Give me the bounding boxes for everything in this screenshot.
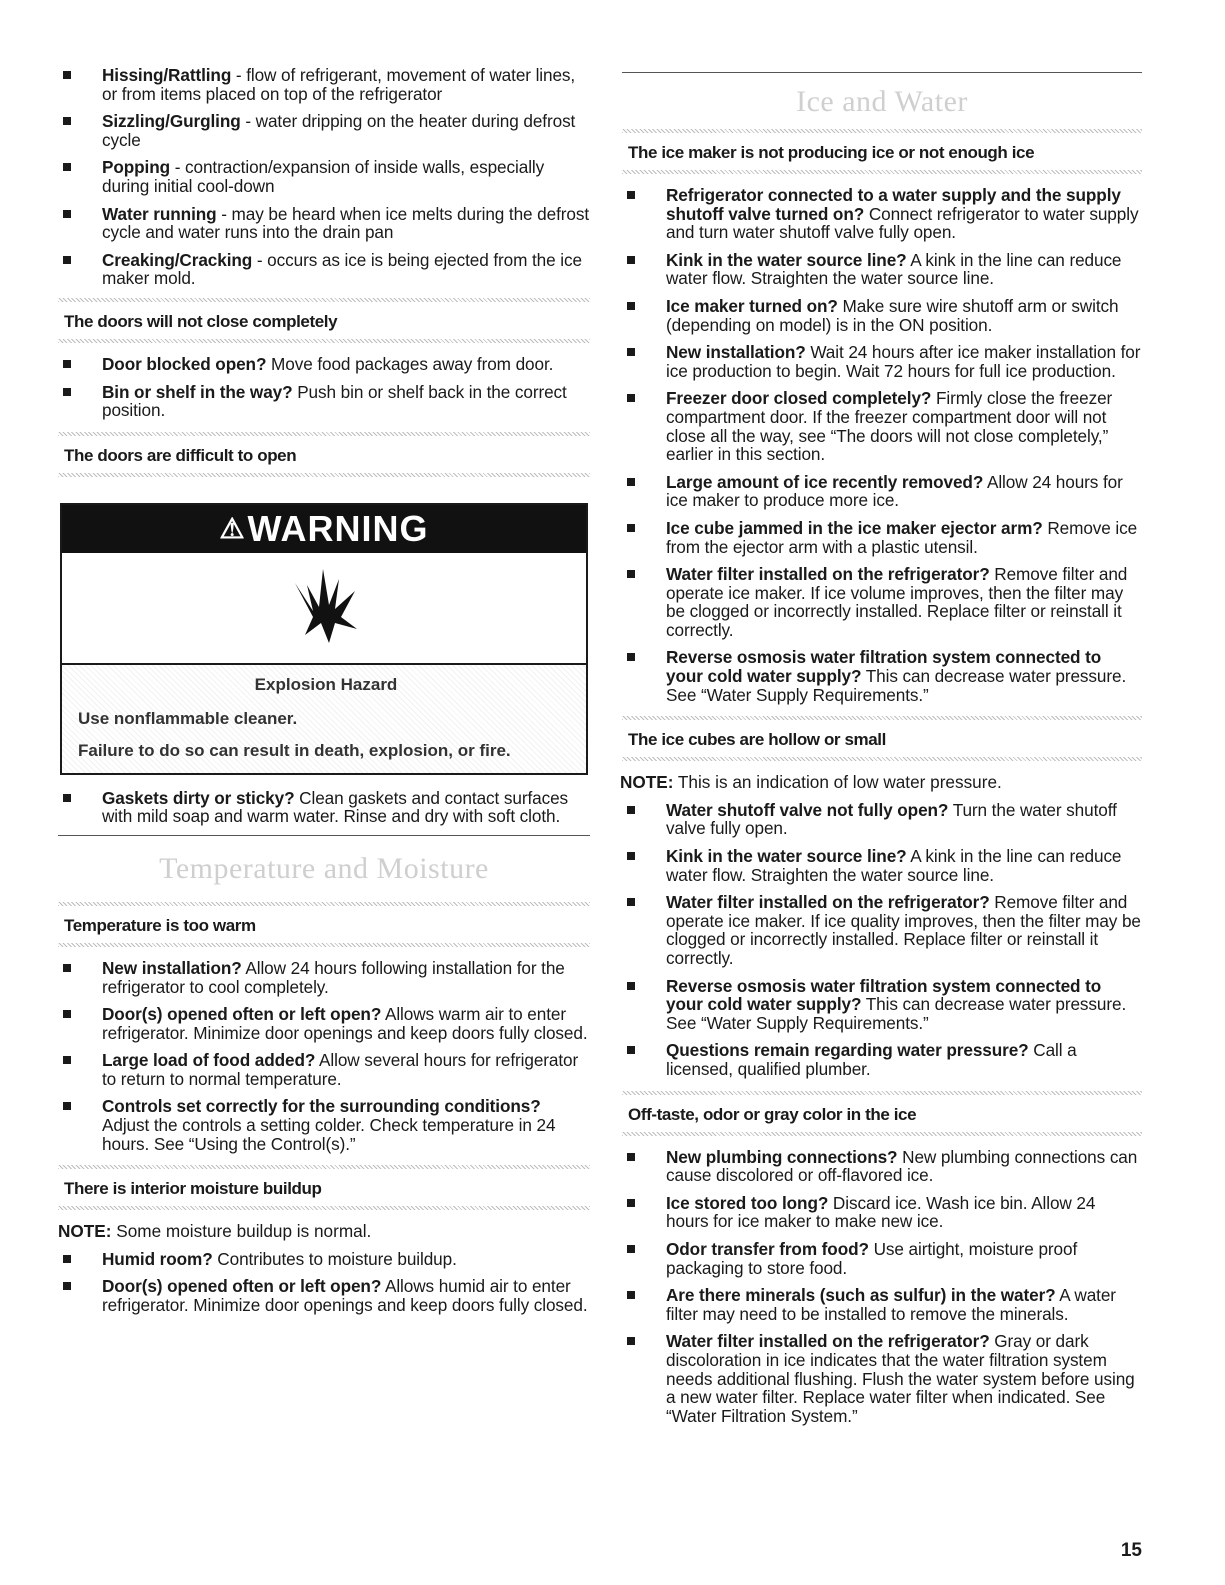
list-item (622, 847, 1142, 884)
warning-line-2: Failure to do so can result in death, explosion, or fire. (78, 740, 511, 760)
heading-temp-too-warm: Temperature is too warm (58, 902, 590, 947)
list-item-lead: Large amount of ice recently removed? (666, 471, 984, 492)
list-item (58, 112, 590, 149)
list-item-text: Gray or dark discoloration in ice indicates that the water filtration system needs additional flushing. Flush the water system before using a new water filter. Replace water filter when indicated. See “Water Filtration System.” (666, 1331, 1135, 1426)
heading-off-taste: Off-taste, odor or gray color in the ice (622, 1091, 1142, 1136)
page-number: 15 (1120, 1540, 1142, 1561)
heading-doors-difficult: The doors are difficult to open (58, 432, 590, 477)
list-item-text: Connect refrigerator to water supply and turn water shutoff valve fully open. (666, 203, 1139, 243)
bullet-square-icon (627, 191, 635, 199)
list-item-text: New plumbing connections can cause discolored or off-flavored ice. (666, 1146, 1138, 1186)
list-item-text: - contraction/expansion of inside walls, especially during initial cool-down (102, 157, 545, 196)
list-item (622, 1194, 1142, 1231)
list-item-text: Adjust the controls a setting colder. Check temperature in 24 hours. See “Using the Control(s).” (102, 1115, 556, 1154)
heading-hollow: The ice cubes are hollow or small (622, 716, 1142, 761)
list-item-lead: Ice maker turned on? (666, 295, 838, 316)
bullet-square-icon (63, 1102, 71, 1110)
list-item-lead: Refrigerator connected to a water supply and the supply shutoff valve turned on? (666, 185, 1121, 224)
bullet-square-icon (627, 898, 635, 906)
bullet-square-icon (63, 1010, 71, 1018)
warning-box (60, 503, 588, 775)
list-item-lead: Large load of food added? (102, 1050, 316, 1071)
list-item-text: Allows warm air to enter refrigerator. Minimize door openings and keep doors fully closed. (102, 1004, 588, 1043)
list-item-text: Allow several hours for refrigerator to return to normal temperature. (102, 1050, 579, 1089)
not-producing-list (622, 186, 1142, 704)
list-item-text: Call a licensed, qualified plumber. (666, 1040, 1077, 1079)
list-item-lead: Reverse osmosis water filtration system connected to your cold water supply? (666, 647, 1102, 687)
noise-list (58, 66, 590, 288)
list-item (58, 205, 590, 242)
list-item (622, 473, 1142, 510)
warning-hazard: Explosion Hazard (254, 674, 398, 694)
list-item-text: A water filter may need to be installed to remove the minerals. (666, 1285, 1116, 1324)
list-item-text: Allow 24 hours following installation for the refrigerator to cool completely. (102, 957, 565, 997)
bullet-square-icon (627, 1046, 635, 1054)
list-item-text: Firmly close the freezer compartment door. If the freezer compartment door will not close all the way, see “The doors will not close completely,” earlier in this section. (666, 388, 1113, 465)
bullet-square-icon (627, 348, 635, 356)
hollow-note-label: NOTE: (620, 772, 674, 793)
list-item (622, 1148, 1142, 1185)
list-item (622, 1240, 1142, 1277)
temp-too-warm-list (58, 959, 590, 1153)
list-item-text: Make sure wire shutoff arm or switch (depending on model) is in the ON position. (666, 295, 1119, 335)
list-item-text: A kink in the line can reduce water flow. Straighten the water source line. (666, 846, 1122, 885)
list-item (622, 389, 1142, 463)
list-item-lead: Controls set correctly for the surrounding conditions? (102, 1096, 541, 1117)
list-item-lead: New installation? (666, 342, 806, 363)
list-item-text: - may be heard when ice melts during the defrost cycle and water runs into the drain pan (102, 203, 590, 243)
section-title-temperature: Temperature and Moisture (58, 835, 590, 896)
list-item-lead: Humid room? (102, 1248, 213, 1269)
list-item-text: Allow 24 hours for ice maker to produce more ice. (666, 471, 1123, 511)
hollow-list (622, 801, 1142, 1079)
list-item (58, 1005, 590, 1042)
heading-moisture: There is interior moisture buildup (58, 1165, 590, 1210)
list-item-text: Remove filter and operate ice maker. If ice volume improves, then the filter may be clogged or incorrectly installed. Replace filter or reinstall it correctly. (666, 564, 1128, 640)
list-item-text: A kink in the line can reduce water flow. Straighten the water source line. (666, 249, 1122, 289)
bullet-square-icon (627, 302, 635, 310)
bullet-square-icon (627, 653, 635, 661)
list-item-text: Remove ice from the ejector arm with a plastic utensil. (666, 517, 1138, 557)
list-item-lead: Odor transfer from food? (666, 1238, 869, 1259)
list-item (622, 565, 1142, 639)
bullet-square-icon (627, 524, 635, 532)
left-column (58, 66, 590, 1324)
list-item-lead: Questions remain regarding water pressure? (666, 1040, 1029, 1061)
list-item (58, 158, 590, 195)
list-item-lead: Door(s) opened often or left open? (102, 1276, 382, 1297)
bullet-square-icon (627, 1245, 635, 1253)
heading-doors-not-close: The doors will not close completely (58, 298, 590, 343)
list-item-lead: Water filter installed on the refrigerator? (666, 1331, 990, 1352)
bullet-square-icon (63, 794, 71, 802)
list-item (622, 297, 1142, 334)
list-item-lead: New installation? (102, 957, 242, 978)
list-item (622, 1041, 1142, 1078)
bullet-square-icon (63, 117, 71, 125)
list-item-text: Wait 24 hours after ice maker installation for ice production to begin. Wait 72 hours for full ice production. (666, 342, 1141, 381)
bullet-square-icon (63, 360, 71, 368)
doors-not-close-list (58, 355, 590, 420)
doors-difficult-list (58, 789, 590, 826)
bullet-square-icon (63, 163, 71, 171)
warning-title: WARNING (247, 507, 429, 549)
list-item-text: - occurs as ice is being ejected from the ice maker mold. (102, 249, 582, 289)
list-item-lead: Reverse osmosis water filtration system connected to your cold water supply? (666, 975, 1102, 1015)
list-item-text: Push bin or shelf back in the correct position. (102, 381, 567, 421)
moisture-list (58, 1250, 590, 1315)
bullet-square-icon (627, 1337, 635, 1345)
list-item-text: Contributes to moisture buildup. (212, 1248, 457, 1269)
list-item-text: This can decrease water pressure. See “Water Supply Requirements.” (666, 666, 1127, 705)
list-item-lead: Creaking/Cracking (102, 249, 253, 270)
list-item-lead: Water filter installed on the refrigerator? (666, 892, 990, 913)
list-item (58, 1277, 590, 1314)
bullet-square-icon (627, 852, 635, 860)
list-item-lead: Door blocked open? (102, 353, 267, 374)
list-item-text: Remove filter and operate ice maker. If ice quality improves, then the filter may be clogged or incorrectly installed. Replace filter or reinstall it correctly. (666, 892, 1141, 968)
list-item (622, 343, 1142, 380)
list-item-lead: Kink in the water source line? (666, 846, 907, 867)
list-item-text: Discard ice. Wash ice bin. Allow 24 hours for ice maker to make new ice. (666, 1192, 1096, 1232)
list-item-lead: Water running (102, 203, 217, 224)
bullet-square-icon (63, 71, 71, 79)
bullet-square-icon (627, 1291, 635, 1299)
list-item-lead: Water filter installed on the refrigerator? (666, 564, 990, 585)
list-item-lead: Ice stored too long? (666, 1192, 829, 1213)
bullet-square-icon (63, 1282, 71, 1290)
list-item-lead: Popping (102, 157, 171, 178)
list-item-text: Turn the water shutoff valve fully open. (666, 799, 1117, 839)
list-item (58, 1097, 590, 1153)
list-item (58, 959, 590, 996)
list-item (622, 186, 1142, 242)
list-item-text: Clean gaskets and contact surfaces with mild soap and warm water. Rinse and dry with soft cloth. (102, 787, 569, 827)
list-item (58, 66, 590, 103)
list-item-lead: New plumbing connections? (666, 1146, 898, 1167)
list-item-lead: Hissing/Rattling (102, 65, 232, 85)
heading-not-producing: The ice maker is not producing ice or not enough ice (622, 129, 1142, 174)
bullet-square-icon (63, 210, 71, 218)
list-item (58, 383, 590, 420)
list-item-lead: Kink in the water source line? (666, 249, 907, 270)
moisture-note (58, 1222, 590, 1241)
off-taste-list (622, 1148, 1142, 1426)
list-item-text: - flow of refrigerant, movement of water lines, or from items placed on top of the refrigerator (102, 65, 576, 104)
list-item (58, 789, 590, 826)
list-item-lead: Ice cube jammed in the ice maker ejector arm? (666, 517, 1043, 538)
list-item (622, 519, 1142, 556)
moisture-note-label: NOTE: (58, 1221, 112, 1242)
bullet-square-icon (63, 1255, 71, 1263)
bullet-square-icon (63, 256, 71, 264)
bullet-square-icon (627, 256, 635, 264)
hollow-note (620, 773, 1142, 792)
bullet-square-icon (627, 806, 635, 814)
list-item-text: Allows humid air to enter refrigerator. Minimize door openings and keep doors fully closed. (102, 1276, 588, 1316)
list-item (58, 1250, 590, 1269)
right-column (622, 72, 1142, 1434)
bullet-square-icon (63, 964, 71, 972)
bullet-square-icon (63, 1056, 71, 1064)
explosion-icon-area (62, 553, 586, 665)
section-title-ice: Ice and Water (622, 72, 1142, 129)
list-item-lead: Door(s) opened often or left open? (102, 1004, 382, 1025)
list-item (58, 355, 590, 374)
list-item-lead: Freezer door closed completely? (666, 388, 932, 409)
list-item (622, 977, 1142, 1033)
bullet-square-icon (627, 1199, 635, 1207)
bullet-square-icon (627, 982, 635, 990)
bullet-square-icon (627, 1153, 635, 1161)
list-item-lead: Sizzling/Gurgling (102, 111, 241, 132)
list-item (622, 1332, 1142, 1425)
bullet-square-icon (63, 388, 71, 396)
list-item (622, 1286, 1142, 1323)
list-item (622, 893, 1142, 967)
bullet-square-icon (627, 570, 635, 578)
hollow-note-text: This is an indication of low water pressure. (673, 772, 1002, 793)
list-item (622, 801, 1142, 838)
warning-body (62, 665, 586, 773)
warning-header (62, 505, 586, 553)
list-item-text: - water dripping on the heater during defrost cycle (102, 111, 576, 150)
list-item (622, 251, 1142, 288)
list-item (58, 1051, 590, 1088)
explosion-icon (285, 563, 365, 653)
list-item (622, 648, 1142, 704)
bullet-square-icon (627, 478, 635, 486)
list-item-lead: Water shutoff valve not fully open? (666, 799, 949, 820)
list-item (58, 251, 590, 288)
bullet-square-icon (627, 394, 635, 402)
list-item-text: Move food packages away from door. (266, 353, 554, 374)
list-item-lead: Gaskets dirty or sticky? (102, 787, 295, 808)
list-item-lead: Bin or shelf in the way? (102, 381, 293, 402)
list-item-text: This can decrease water pressure. See “Water Supply Requirements.” (666, 994, 1127, 1033)
warning-triangle-icon: ⚠ (219, 512, 246, 544)
list-item-text: Use airtight, moisture proof packaging to store food. (666, 1238, 1078, 1278)
moisture-note-text: Some moisture buildup is normal. (111, 1221, 372, 1242)
warning-line-1: Use nonflammable cleaner. (78, 708, 298, 728)
list-item-lead: Are there minerals (such as sulfur) in the water? (666, 1285, 1056, 1306)
